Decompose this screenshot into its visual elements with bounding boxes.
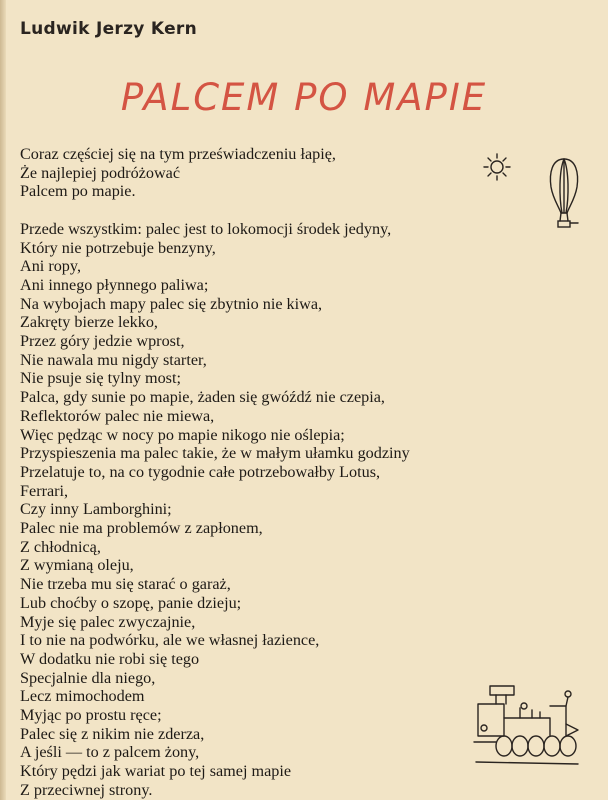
poem-line: Czy inny Lamborghini; xyxy=(20,500,172,519)
poem-line: Nie psuje się tylny most; xyxy=(20,369,181,388)
poem-line: Myje się palec zwyczajnie, xyxy=(20,612,196,631)
poem-line: Myjąc po prostu ręce; xyxy=(20,706,162,725)
poem-line: Ani ropy, xyxy=(20,257,81,276)
poem-line: Który nie potrzebuje benzyny, xyxy=(20,238,216,257)
poem-line: Z chłodnicą, xyxy=(20,537,101,556)
train-icon xyxy=(470,684,582,774)
poem-line: Palec nie ma problemów z zapłonem, xyxy=(20,519,263,538)
poem-line: Przelatuje to, na co tygodnie całe potrzebowałby Lotus, xyxy=(20,462,381,481)
hot-air-balloon-icon xyxy=(547,157,581,233)
sun-icon xyxy=(480,152,514,182)
poem-line: Że najlepiej podróżować xyxy=(20,163,181,182)
poem-line: Palcem po mapie. xyxy=(20,182,136,201)
poem-line: Przez góry jedzie wprost, xyxy=(20,332,185,351)
poem-line: Nie trzeba mu się starać o garaż, xyxy=(20,575,231,594)
poem-line: Coraz częściej się na tym przeświadczeniu łapię, xyxy=(20,145,336,163)
poem-line: Reflektorów palec nie miewa, xyxy=(20,406,215,425)
poem-line: Z przeciwnej strony. xyxy=(20,780,153,799)
poem-line: Więc pędząc w nocy po mapie nikogo nie oślepia; xyxy=(20,425,345,444)
poem-line: Na wybojach mapy palec się zbytnio nie kiwa, xyxy=(20,294,323,313)
poem-line: Zakręty bierze lekko, xyxy=(20,313,158,332)
poem-line: Lub choćby o szopę, panie dzieju; xyxy=(20,593,242,612)
poem-line: Przede wszystkim: palec jest to lokomocji środek jedyny, xyxy=(20,219,392,238)
poem-body xyxy=(20,145,410,800)
poem-line: Ferrari, xyxy=(20,481,69,500)
poem-line: Przyspieszenia ma palec takie, że w małym ułamku godziny xyxy=(20,444,410,463)
poem-line: Ani innego płynnego paliwa; xyxy=(20,275,209,294)
poem-line: A jeśli — to z palcem żony, xyxy=(20,743,200,762)
poem-line: I to nie na podwórku, ale we własnej łazience, xyxy=(20,631,320,650)
poem-line: Który pędzi jak wariat po tej samej mapie xyxy=(20,762,292,781)
poem-stanza xyxy=(20,220,410,800)
poem-line: Z wymianą oleju, xyxy=(20,556,134,575)
poem-line: Palca, gdy sunie po mapie, żaden się gwóźdź nie czepia, xyxy=(20,388,385,407)
poem-line: Specjalnie dla niego, xyxy=(20,668,156,687)
poem-line: Lecz mimochodem xyxy=(20,687,145,706)
poem-line: Palec się z nikim nie zderza, xyxy=(20,724,205,743)
author-name: Ludwik Jerzy Kern xyxy=(20,19,197,39)
poem-line: W dodatku nie robi się tego xyxy=(20,649,200,668)
poem-title: PALCEM PO MAPIE xyxy=(120,76,488,119)
poem-stanza xyxy=(20,145,410,201)
page-edge xyxy=(0,0,6,800)
poem-line: Nie nawala mu nigdy starter, xyxy=(20,350,207,369)
